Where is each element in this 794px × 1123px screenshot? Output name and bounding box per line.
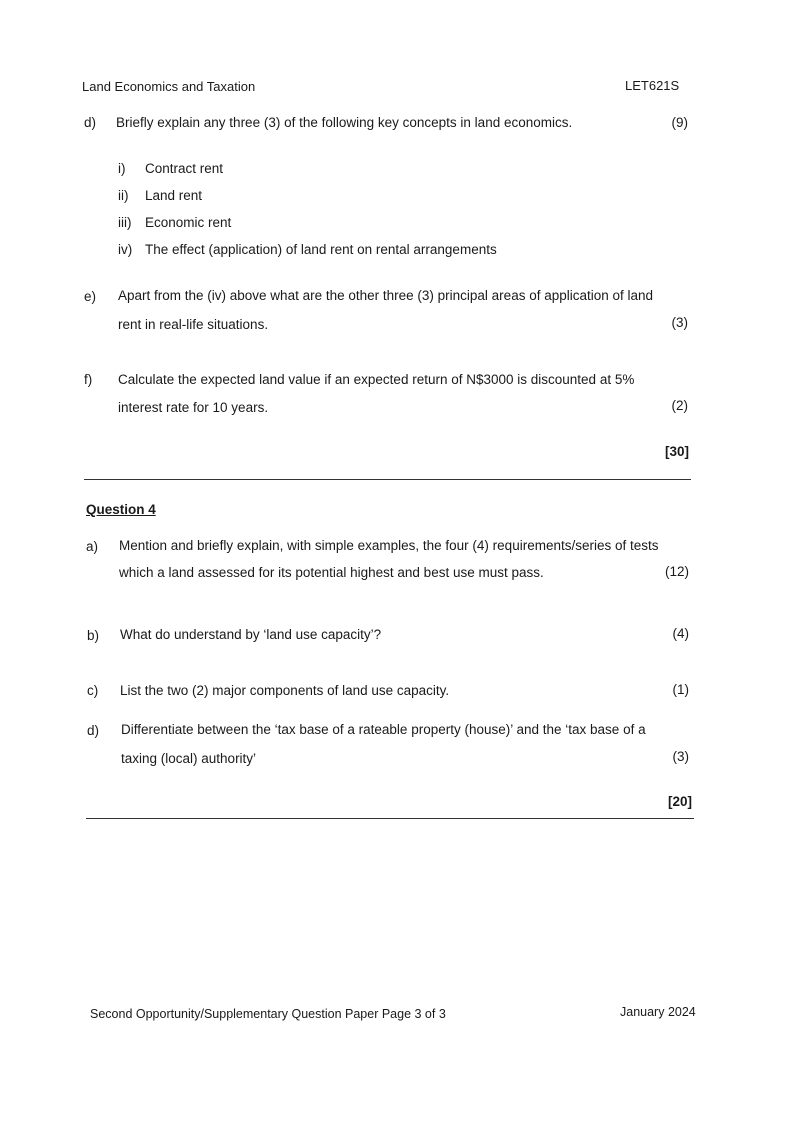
subitem-text: Contract rent <box>145 161 224 176</box>
question-4-title: Question 4 <box>86 502 156 517</box>
q3-e-letter: e) <box>84 289 97 304</box>
subitem-number: iv) <box>118 242 133 257</box>
subitem-text: The effect (application) of land rent on rental arrangements <box>145 242 497 257</box>
q4-d-letter: d) <box>87 723 100 738</box>
q4-b-letter: b) <box>87 628 100 643</box>
q4-c-text: List the two (2) major components of land use capacity. <box>120 683 450 698</box>
footer-date: January 2024 <box>620 1005 696 1019</box>
q3-d-marks: (9) <box>671 115 688 130</box>
subitem-text: Economic rent <box>145 215 232 230</box>
q4-a-line2: which a land assessed for its potential highest and best use must pass. <box>119 565 544 580</box>
subitem-number: ii) <box>118 188 129 203</box>
course-title: Land Economics and Taxation <box>82 79 256 94</box>
subitem-number: iii) <box>118 215 132 230</box>
subitem-number: i) <box>118 161 126 176</box>
section-divider <box>86 818 694 819</box>
q3-f-line1: Calculate the expected land value if an expected return of N$3000 is discounted at 5% <box>118 372 635 387</box>
course-code: LET621S <box>625 78 680 93</box>
q4-c-marks: (1) <box>672 682 689 697</box>
q3-e-line2: rent in real-life situations. <box>118 317 269 332</box>
q4-d-line2: taxing (local) authority’ <box>121 751 257 766</box>
q4-a-marks: (12) <box>664 564 689 579</box>
q3-f-letter: f) <box>84 372 93 387</box>
q3-d-text: Briefly explain any three (3) of the following key concepts in land economics. <box>116 115 573 130</box>
q3-total: [30] <box>664 444 689 459</box>
q4-a-line1: Mention and briefly explain, with simple examples, the four (4) requirements/series of tests <box>119 538 659 553</box>
q4-d-line1: Differentiate between the ‘tax base of a rateable property (house)’ and the ‘tax base of a <box>121 722 646 737</box>
q4-a-letter: a) <box>86 539 99 554</box>
q3-d-letter: d) <box>84 115 97 130</box>
subitem-text: Land rent <box>145 188 203 203</box>
footer-paper-info: Second Opportunity/Supplementary Question Paper Page 3 of 3 <box>90 1007 446 1021</box>
q3-e-marks: (3) <box>671 315 688 330</box>
q3-e-line1: Apart from the (iv) above what are the other three (3) principal areas of application of land <box>118 288 654 303</box>
q4-total: [20] <box>667 794 692 809</box>
q4-b-text: What do understand by ‘land use capacity’? <box>120 627 382 642</box>
section-divider <box>84 479 691 480</box>
q4-b-marks: (4) <box>672 626 689 641</box>
q3-f-line2: interest rate for 10 years. <box>118 400 269 415</box>
q4-c-letter: c) <box>87 683 99 698</box>
q3-f-marks: (2) <box>671 398 688 413</box>
q4-d-marks: (3) <box>672 749 689 764</box>
